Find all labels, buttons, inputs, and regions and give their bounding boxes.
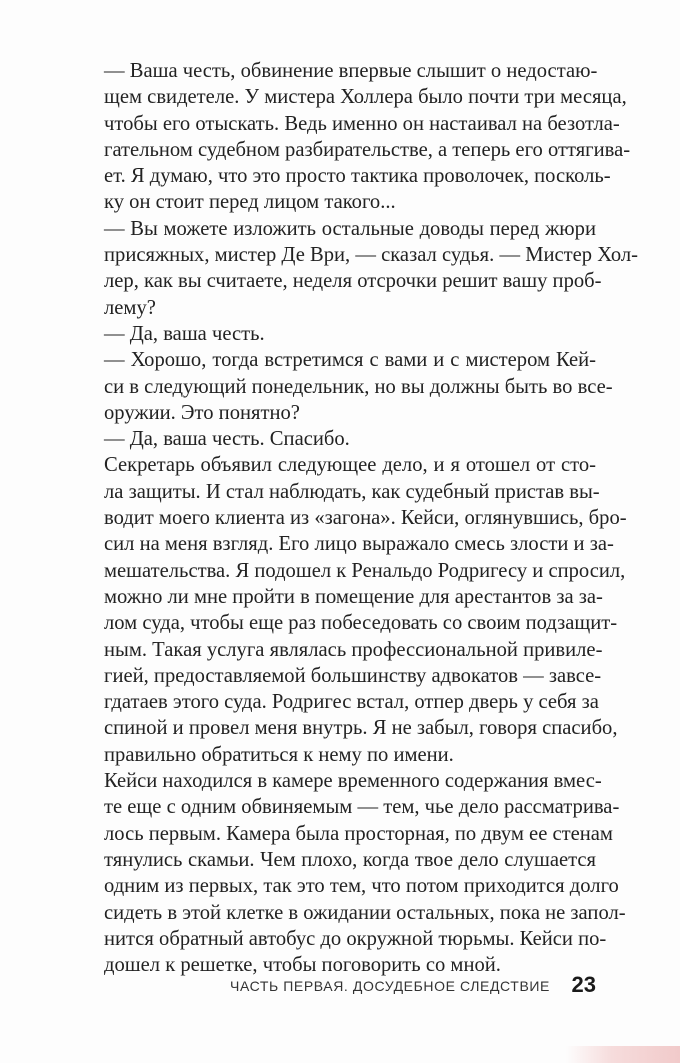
text-line: сидеть в этой клетке в ожидании остальных, пока не запол-: [104, 901, 626, 924]
text-line: присяжных, мистер Де Ври, — сказал судья. — Мистер Хол-: [104, 244, 638, 267]
page-footer: [104, 972, 596, 1002]
text-line: ку он стоит перед лицом такого...: [104, 191, 396, 214]
text-line: ла защиты. И стал наблюдать, как судебный пристав вы-: [104, 480, 600, 503]
text-line: ным. Такая услуга являлась профессиональной привиле-: [104, 638, 603, 661]
text-line: гией, предоставляемой большинству адвокатов — завсе-: [104, 664, 602, 687]
text-line: щем свидетеле. У мистера Холлера было почти три месяца,: [104, 86, 627, 109]
text-line: можно ли мне пройти в помещение для арестантов за за-: [104, 585, 603, 608]
text-line: сил на меня взгляд. Его лицо выражало смесь злости и за-: [104, 533, 614, 556]
text-line: нится обратный автобус до окружной тюрьмы. Кейси по-: [104, 927, 607, 950]
text-line: одним из первых, так это тем, что потом приходится долго: [104, 875, 619, 898]
text-line: мешательства. Я подошел к Ренальдо Родригесу и спросил,: [104, 559, 626, 582]
text-line: правильно обратиться к нему по имени.: [104, 743, 454, 766]
page-number: 23: [571, 972, 596, 997]
text-line: оружии. Это понятно?: [104, 401, 300, 424]
text-line: лему?: [104, 296, 156, 319]
text-line: — Ваша честь, обвинение впервые слышит о недостаю-: [104, 60, 598, 82]
text-line: лом суда, чтобы еще раз побеседовать со своим подзащит-: [104, 612, 618, 635]
scan-edge-mark: [566, 1046, 680, 1063]
body-text: [104, 58, 638, 978]
text-line: — Да, ваша честь.: [104, 322, 265, 345]
text-line: лер, как вы считаете, неделя отсрочки решит вашу проб-: [104, 270, 602, 293]
text-line: ет. Я думаю, что это просто тактика проволочек, посколь-: [104, 165, 611, 188]
text-line: Кейси находился в камере временного содержания вмес-: [104, 770, 602, 793]
text-line: водит моего клиента из «загона». Кейси, оглянувшись, бро-: [104, 507, 627, 530]
text-line: чтобы его отыскать. Ведь именно он настаивал на безотла-: [104, 112, 620, 135]
text-line: гательном судебном разбирательстве, а теперь его оттягива-: [104, 138, 631, 161]
text-line: лось первым. Камера была просторная, по двум ее стенам: [104, 822, 613, 845]
text-line: тянулись скамьи. Чем плохо, когда твое дело слушается: [104, 848, 596, 871]
text-line: те еще с одним обвиняемым — тем, чье дело рассматрива-: [104, 796, 620, 819]
text-line: си в следующий понедельник, но вы должны быть во все-: [104, 375, 613, 398]
text-line: — Вы можете изложить остальные доводы перед жюри: [104, 217, 596, 240]
text-line: Секретарь объявил следующее дело, и я отошел от сто-: [104, 454, 596, 477]
text-line: дошел к решетке, чтобы поговорить со мной.: [104, 954, 501, 977]
text-line: — Хорошо, тогда встретимся с вами и с мистером Кей-: [104, 349, 596, 372]
text-line: спиной и провел меня внутрь. Я не забыл, говоря спасибо,: [104, 717, 618, 740]
running-head: ЧАСТЬ ПЕРВАЯ. ДОСУДЕБНОЕ СЛЕДСТВИЕ: [230, 978, 550, 994]
text-line: — Да, ваша честь. Спасибо.: [104, 428, 350, 451]
text-line: гдатаев этого суда. Родригес встал, отпер дверь у себя за: [104, 691, 599, 714]
